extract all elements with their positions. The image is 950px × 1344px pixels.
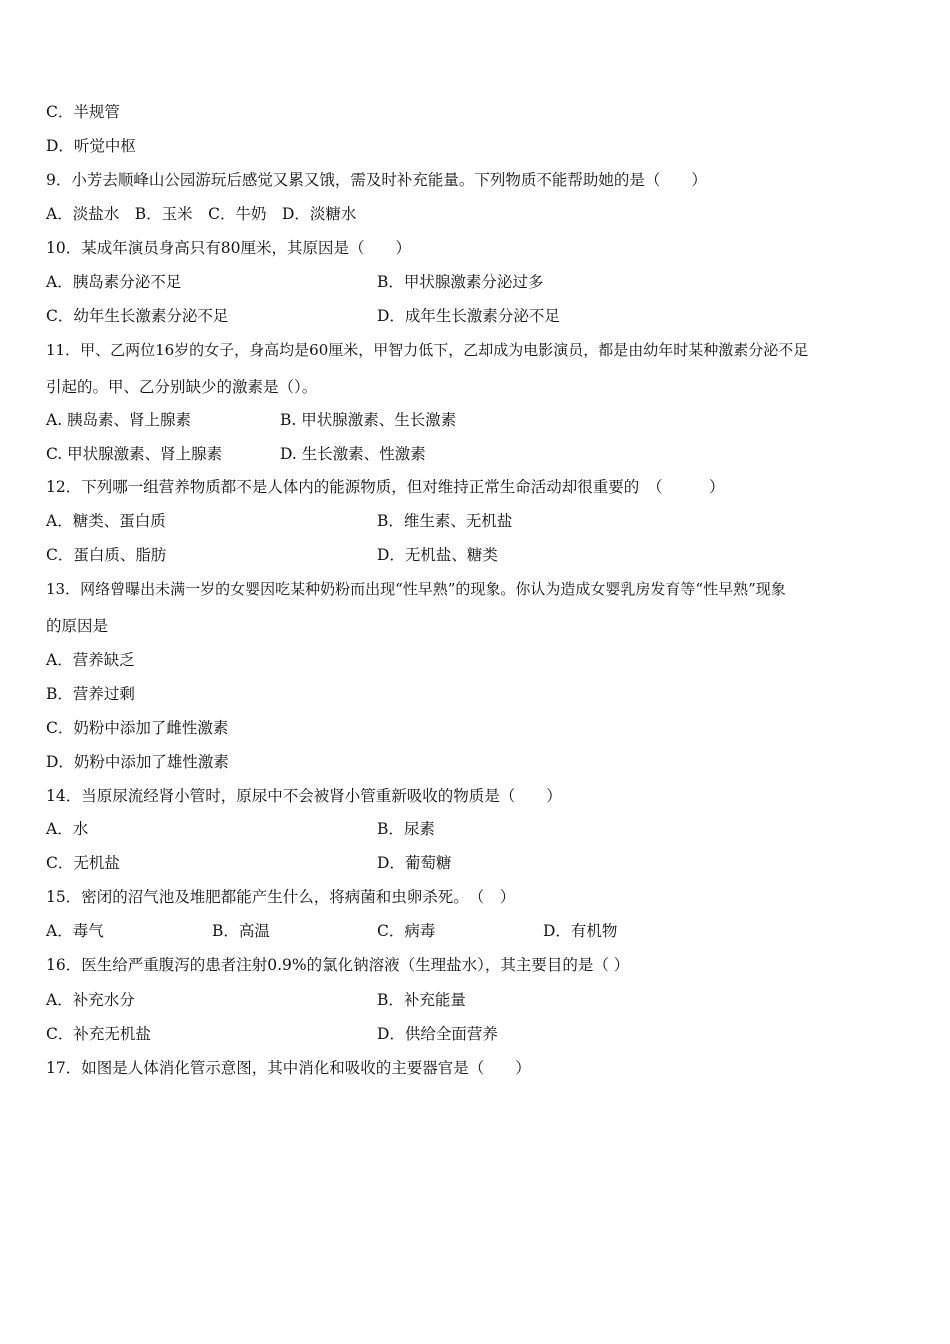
q15-option-c: C．病毒 bbox=[377, 922, 436, 940]
q16-option-d: D．供给全面营养 bbox=[377, 1025, 498, 1043]
q11-stem-line2: 引起的。甲、乙分别缺少的激素是（）。 bbox=[46, 378, 318, 396]
q11-option-c: C. 甲状腺激素、肾上腺素 bbox=[46, 445, 223, 463]
q13-option-c: C．奶粉中添加了雌性激素 bbox=[46, 719, 229, 737]
q14-option-b: B．尿素 bbox=[377, 820, 435, 838]
q13-option-d: D．奶粉中添加了雄性激素 bbox=[46, 753, 229, 771]
q14-option-d: D．葡萄糖 bbox=[377, 854, 452, 872]
q13-stem-line2: 的原因是 bbox=[46, 617, 109, 635]
q10-option-b: B．甲状腺激素分泌过多 bbox=[377, 273, 544, 291]
q12-option-b: B．维生素、无机盐 bbox=[377, 512, 513, 530]
q15-stem: 15．密闭的沼气池及堆肥都能产生什么，将病菌和虫卵杀死。 （ ） bbox=[46, 888, 516, 906]
q9-stem: 9．小芳去顺峰山公园游玩后感觉又累又饿，需及时补充能量。下列物质不能帮助她的是（ ） bbox=[46, 171, 707, 189]
q8-option-d: D．听觉中枢 bbox=[46, 137, 136, 155]
q8-option-c: C．半规管 bbox=[46, 103, 120, 121]
q15-option-d: D．有机物 bbox=[543, 922, 618, 940]
q13-stem-line1: 13．网络曾曝出未满一岁的女婴因吃某种奶粉而出现“性早熟”的现象。你认为造成女婴乳房发育等“性早熟”现象 bbox=[46, 580, 786, 598]
q16-option-c: C．补充无机盐 bbox=[46, 1025, 151, 1043]
q11-option-b: B. 甲状腺激素、生长激素 bbox=[280, 411, 457, 429]
q12-stem: 12．下列哪一组营养物质都不是人体内的能源物质，但对维持正常生命活动却很重要的 （ ） bbox=[46, 478, 725, 496]
q10-stem: 10．某成年演员身高只有80厘米，其原因是（ ） bbox=[46, 239, 411, 257]
q12-option-c: C．蛋白质、脂肪 bbox=[46, 546, 167, 564]
q15-option-b: B．高温 bbox=[212, 922, 270, 940]
q9-options: A．淡盐水 B．玉米 C．牛奶 D．淡糖水 bbox=[46, 205, 357, 223]
q10-option-d: D．成年生长激素分泌不足 bbox=[377, 307, 560, 325]
q11-option-d: D. 生长激素、性激素 bbox=[280, 445, 426, 463]
q12-option-a: A．糖类、蛋白质 bbox=[46, 512, 166, 530]
q11-stem-line1: 11．甲、乙两位16岁的女子，身高均是60厘米，甲智力低下，乙却成为电影演员，都是由幼年时某种激素分泌不足 bbox=[46, 341, 809, 359]
q16-stem: 16．医生给严重腹泻的患者注射0.9%的氯化钠溶液（生理盐水），其主要目的是（ ） bbox=[46, 956, 630, 974]
q10-option-c: C．幼年生长激素分泌不足 bbox=[46, 307, 229, 325]
q13-option-b: B．营养过剩 bbox=[46, 685, 135, 703]
q10-option-a: A．胰岛素分泌不足 bbox=[46, 273, 182, 291]
q12-option-d: D．无机盐、糖类 bbox=[377, 546, 498, 564]
q14-stem: 14．当原尿流经肾小管时，原尿中不会被肾小管重新吸收的物质是（ ） bbox=[46, 787, 562, 805]
q14-option-a: A．水 bbox=[46, 820, 89, 838]
q17-stem: 17．如图是人体消化管示意图，其中消化和吸收的主要器官是（ ） bbox=[46, 1059, 531, 1077]
q13-option-a: A．营养缺乏 bbox=[46, 651, 135, 669]
q14-option-c: C．无机盐 bbox=[46, 854, 120, 872]
q11-option-a: A. 胰岛素、肾上腺素 bbox=[46, 411, 192, 429]
q16-option-a: A．补充水分 bbox=[46, 991, 135, 1009]
q16-option-b: B．补充能量 bbox=[377, 991, 466, 1009]
q15-option-a: A．毒气 bbox=[46, 922, 104, 940]
